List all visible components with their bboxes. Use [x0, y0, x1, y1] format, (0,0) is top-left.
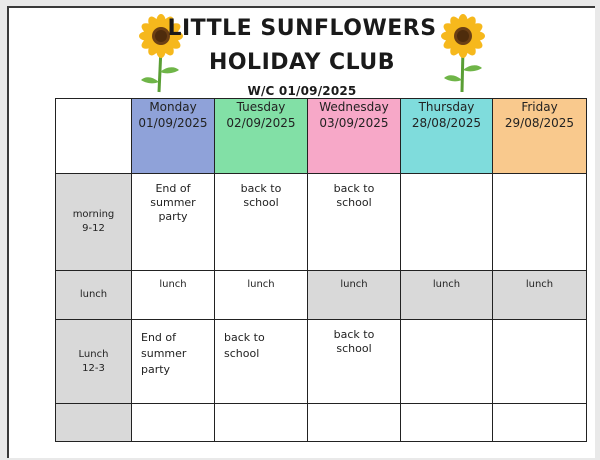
lunch-cell: lunch: [215, 271, 308, 320]
empty-cell: [308, 404, 401, 442]
day-header-wednesday: [308, 99, 401, 174]
afternoon-row: [56, 320, 587, 404]
day-name: Wednesday: [319, 100, 389, 114]
empty-cell: [132, 404, 215, 442]
day-date: 28/08/2025: [411, 116, 482, 130]
morning-row: [56, 174, 587, 271]
lunch-cell: lunch: [493, 271, 587, 320]
schedule-table: [55, 98, 587, 442]
activity-cell: [493, 174, 587, 271]
empty-row: [56, 404, 587, 442]
row-label-afternoon: [56, 320, 132, 404]
activity-cell: End of summer party: [132, 174, 215, 271]
schedule-page: [7, 6, 595, 458]
day-header-row: [56, 99, 587, 174]
row-label-text: morning: [72, 209, 115, 220]
activity-cell: [401, 174, 493, 271]
day-header-monday: [132, 99, 215, 174]
day-name: Monday: [149, 100, 197, 114]
day-name: Friday: [521, 100, 558, 114]
activity-cell: End of summer party: [132, 320, 215, 404]
title-line-1: LITTLE SUNFLOWERS: [167, 16, 437, 41]
activity-cell: [493, 320, 587, 404]
empty-cell: [493, 404, 587, 442]
row-label-time: 12-3: [82, 362, 105, 374]
row-label-empty: [56, 404, 132, 442]
day-header-thursday: [401, 99, 493, 174]
activity-cell: [401, 320, 493, 404]
week-commencing: W/C 01/09/2025: [247, 84, 357, 98]
row-label-morning: [56, 174, 132, 271]
row-label-lunch: lunch: [56, 271, 132, 320]
activity-cell: back to school: [215, 174, 308, 271]
day-date: 29/08/2025: [504, 116, 575, 130]
activity-cell: back to school: [308, 320, 401, 404]
row-label-time: 9-12: [82, 223, 105, 234]
empty-cell: [401, 404, 493, 442]
day-name: Tuesday: [236, 100, 286, 114]
lunch-row: [56, 271, 587, 320]
lunch-cell: lunch: [401, 271, 493, 320]
day-date: 03/09/2025: [319, 116, 389, 130]
lunch-cell: lunch: [132, 271, 215, 320]
activity-cell: back to school: [308, 174, 401, 271]
day-header-friday: [493, 99, 587, 174]
day-header-tuesday: [215, 99, 308, 174]
day-name: Thursday: [418, 100, 475, 114]
lunch-cell: lunch: [308, 271, 401, 320]
row-label-text: Lunch: [78, 348, 109, 360]
title-line-2: HOLIDAY CLUB: [208, 50, 396, 75]
activity-cell: back to school: [215, 320, 308, 404]
corner-cell: [56, 99, 132, 174]
day-date: 02/09/2025: [226, 116, 296, 130]
day-date: 01/09/2025: [138, 116, 208, 130]
empty-cell: [215, 404, 308, 442]
